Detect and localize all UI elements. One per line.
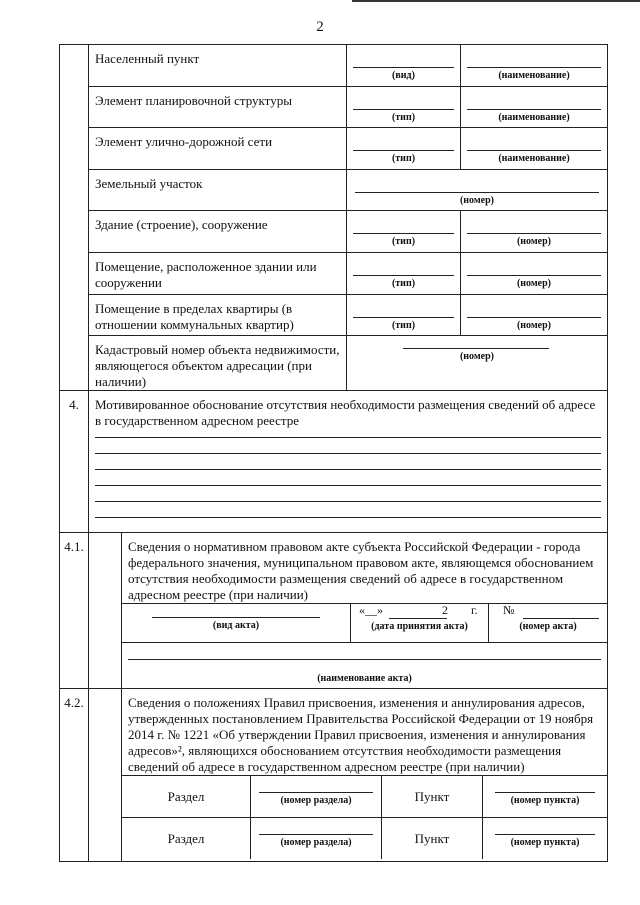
section-4-text: Мотивированное обоснование отсутствия необходимости размещения сведений об адресе в государственном адресном реестре <box>95 397 596 428</box>
premises-type-field[interactable] <box>347 253 461 295</box>
planning-structure-name-field[interactable] <box>461 87 608 128</box>
building-label: Здание (строение), сооружение <box>89 211 347 253</box>
field-caption: (номер раздела) <box>280 795 352 806</box>
item-label: Пункт <box>382 776 483 817</box>
date-suffix: г. <box>471 603 478 617</box>
field-caption: (тип) <box>391 236 416 247</box>
field-caption: (наименование) <box>498 70 570 81</box>
table-row <box>60 45 608 87</box>
premises-in-building-label: Помещение, расположенное здании или сооружении <box>89 253 347 295</box>
building-type-field[interactable] <box>347 211 461 253</box>
table-row <box>60 689 608 862</box>
field-caption: (номер пункта) <box>510 795 580 806</box>
act-details-row <box>122 603 607 643</box>
table-row <box>60 391 608 533</box>
planning-structure-type-field[interactable] <box>347 87 461 128</box>
field-caption: (вид акта) <box>212 620 260 631</box>
field-caption: (номер) <box>516 236 552 247</box>
land-plot-number-field[interactable] <box>347 170 608 211</box>
table-row <box>60 336 608 391</box>
apartment-premises-type-field[interactable] <box>347 295 461 336</box>
table-row <box>60 128 608 170</box>
date-day: «__» <box>359 603 383 617</box>
section-number-field[interactable] <box>251 776 382 817</box>
cadastral-number-label: Кадастровый номер объекта недвижимости, являющегося объектом адресации (при наличии) <box>89 336 347 391</box>
planning-structure-label: Элемент планировочной структуры <box>89 87 347 128</box>
cadastral-number-field[interactable] <box>347 336 608 391</box>
premises-number-field[interactable] <box>461 253 608 295</box>
section-4-2-text: Сведения о положениях Правил присвоения, изменения и аннулирования адресов, утвержденных постановлением Правительства Российской Федерации от 19 ноября 2014 г. № 1221 «Об утверждении Правил присвоения, изменения и аннулирования адресов»², являющихся обоснованием отсутствия необходимости размещения сведений об адресе в государственном адресном реестре (при наличии) <box>128 695 594 774</box>
number-sign: № <box>503 603 515 617</box>
act-name-field[interactable] <box>122 643 607 688</box>
field-caption: (номер пункта) <box>510 837 580 848</box>
item-number-field[interactable] <box>483 818 607 859</box>
section-4-2-number: 4.2. <box>60 689 89 862</box>
field-caption: (номер) <box>459 351 495 362</box>
field-caption: (тип) <box>391 320 416 331</box>
section-4-number: 4. <box>60 391 89 533</box>
table-row <box>60 211 608 253</box>
section-number-field[interactable] <box>251 818 382 859</box>
date-year: 2 <box>442 603 448 617</box>
land-plot-label: Земельный участок <box>89 170 347 211</box>
section-4-1-text: Сведения о нормативном правовом акте субъекта Российской Федерации - города федерального значения, муниципальном правовом акте, являющемся обоснованием отсутствия необходимости размещения сведений об адресе в государственном адресном реестре (при наличии) <box>128 539 594 602</box>
apartment-premises-number-field[interactable] <box>461 295 608 336</box>
field-caption: (наименование) <box>498 153 570 164</box>
page-number: 2 <box>316 19 324 35</box>
field-caption: (вид) <box>392 70 415 81</box>
act-number-field[interactable] <box>489 604 607 642</box>
section-label: Раздел <box>122 818 251 859</box>
field-caption: (номер акта) <box>519 621 577 632</box>
field-caption: (тип) <box>391 112 416 123</box>
empty-number-cell <box>60 45 89 391</box>
field-caption: (наименование) <box>498 112 570 123</box>
table-row <box>60 295 608 336</box>
street-network-label: Элемент улично-дорожной сети <box>89 128 347 170</box>
building-number-field[interactable] <box>461 211 608 253</box>
table-row <box>60 170 608 211</box>
section-4-1-number: 4.1. <box>60 533 89 689</box>
table-row <box>60 533 608 689</box>
top-edge-line <box>352 0 640 2</box>
address-form-table <box>59 44 608 862</box>
act-type-field[interactable] <box>122 604 351 642</box>
rules-row-2 <box>122 817 607 859</box>
field-caption: (тип) <box>391 153 416 164</box>
field-caption: (номер раздела) <box>280 837 352 848</box>
street-network-type-field[interactable] <box>347 128 461 170</box>
field-caption: (номер) <box>459 195 495 206</box>
settlement-name-field[interactable] <box>461 45 608 87</box>
justification-lines[interactable] <box>89 437 607 518</box>
field-caption: (наименование акта) <box>317 673 412 684</box>
field-caption: (номер) <box>516 320 552 331</box>
settlement-type-field[interactable] <box>347 45 461 87</box>
street-network-name-field[interactable] <box>461 128 608 170</box>
field-caption: (дата принятия акта) <box>371 621 468 632</box>
table-row <box>60 87 608 128</box>
field-caption: (тип) <box>391 278 416 289</box>
section-4-cell <box>89 391 608 533</box>
section-4-2-cell <box>89 689 608 862</box>
premises-in-apartment-label: Помещение в пределах квартиры (в отношении коммунальных квартир) <box>89 295 347 336</box>
section-4-1-cell <box>89 533 608 689</box>
item-number-field[interactable] <box>483 776 607 817</box>
section-label: Раздел <box>122 776 251 817</box>
table-row <box>60 253 608 295</box>
act-date-field[interactable] <box>351 604 489 642</box>
field-caption: (номер) <box>516 278 552 289</box>
settlement-label: Населенный пункт <box>89 45 347 87</box>
rules-row-1 <box>122 775 607 817</box>
item-label: Пункт <box>382 818 483 859</box>
